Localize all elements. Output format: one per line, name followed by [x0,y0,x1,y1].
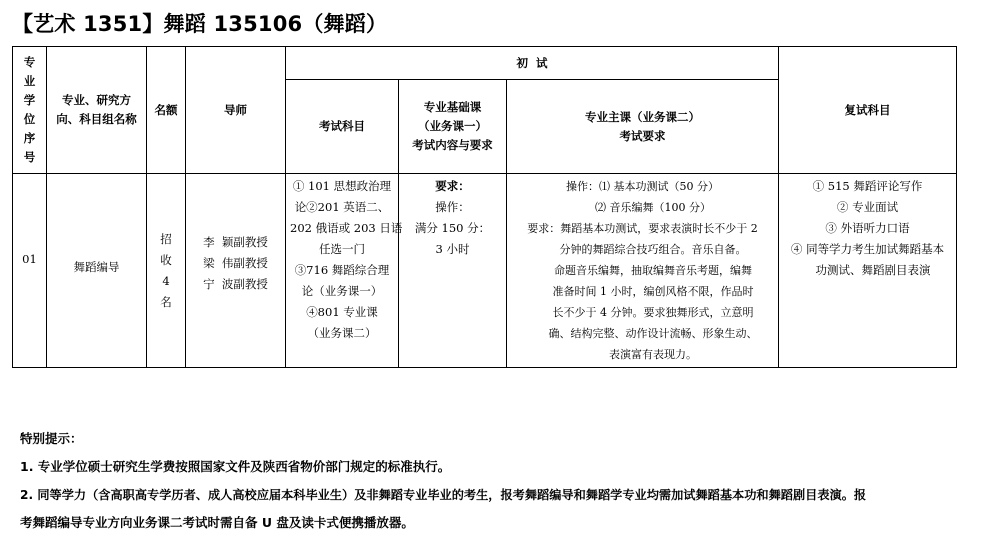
row-subjects: ① 101 思想政治理 论②201 英语二、 202 俄语或 203 日语 任选一门 ③716 舞蹈综合理 论（业务课一） ④801 专业课 （业务课二） [286,174,399,368]
row-retest: ① 515 舞蹈评论写作 ② 专业面试 ③ 外语听力口语 ④ 同等学力考生加试舞蹈基本 功测试、舞蹈剧目表演 [779,174,957,368]
page-title: 【艺术 1351】舞蹈 135106（舞蹈） [12,12,388,36]
note-item-2-cont: 考舞蹈编导专业方向业务课二考试时需自备 U 盘及读卡式便携播放器。 [20,515,414,530]
supervisor-item: 李 颖副教授 [203,235,268,249]
header-supervisor: 导师 [186,47,286,174]
header-basic-course: 专业基础课 （业务课一） 考试内容与要求 [399,80,507,174]
note-item-2: 2. 同等学力（含高职高专学历者、成人高校应届本科毕业生）及非舞蹈专业毕业的考生，报考舞蹈编导和舞蹈学专业均需加试舞蹈基本功和舞蹈剧目表演。报 [20,488,867,502]
header-first-exam: 初 试 [286,47,779,80]
header-subjects: 考试科目 [286,80,399,174]
table-row [13,174,957,368]
row-basic-course: 要求： 操作： 满分 150 分： 3 小时 [399,174,507,368]
note-item-1: 1. 专业学位硕士研究生学费按照国家文件及陕西省物价部门规定的标准执行。 [20,459,451,474]
notes-heading: 特别提示： [20,431,83,446]
row-main-course: 操作：⑴ 基本功测试（50 分） ⑵ 音乐编舞（100 分） 要求：舞蹈基本功测试，要求表演时长不少于 2 分钟的舞蹈综合技巧组合。音乐自备。 命题音乐编舞，抽取编舞音乐考题，编舞 准备时间 1 小时，编创风格不限，作品时 长不少于 4 分钟。要求独舞形式，立意明 确、结构完整、动作设计流畅、形象生动、 表演富有表现力。 [507,174,779,368]
row-supervisors [186,174,286,368]
header-seq: 专 业 学 位 序 号 [13,47,47,174]
header-quota: 名额 [147,47,186,174]
supervisor-item: 宁 波副教授 [203,277,268,291]
row-seq: 01 [13,174,47,368]
header-main-course: 专业主课（业务课二） 考试要求 [507,80,779,174]
row-direction: 舞蹈编导 [47,174,147,368]
supervisor-item: 梁 伟副教授 [203,256,268,270]
special-notes [20,425,990,537]
row-quota: 招 收 4 名 [147,174,186,368]
exam-table [12,46,957,368]
header-direction: 专业、研究方 向、科目组名称 [47,47,147,174]
header-retest: 复试科目 [779,47,957,174]
